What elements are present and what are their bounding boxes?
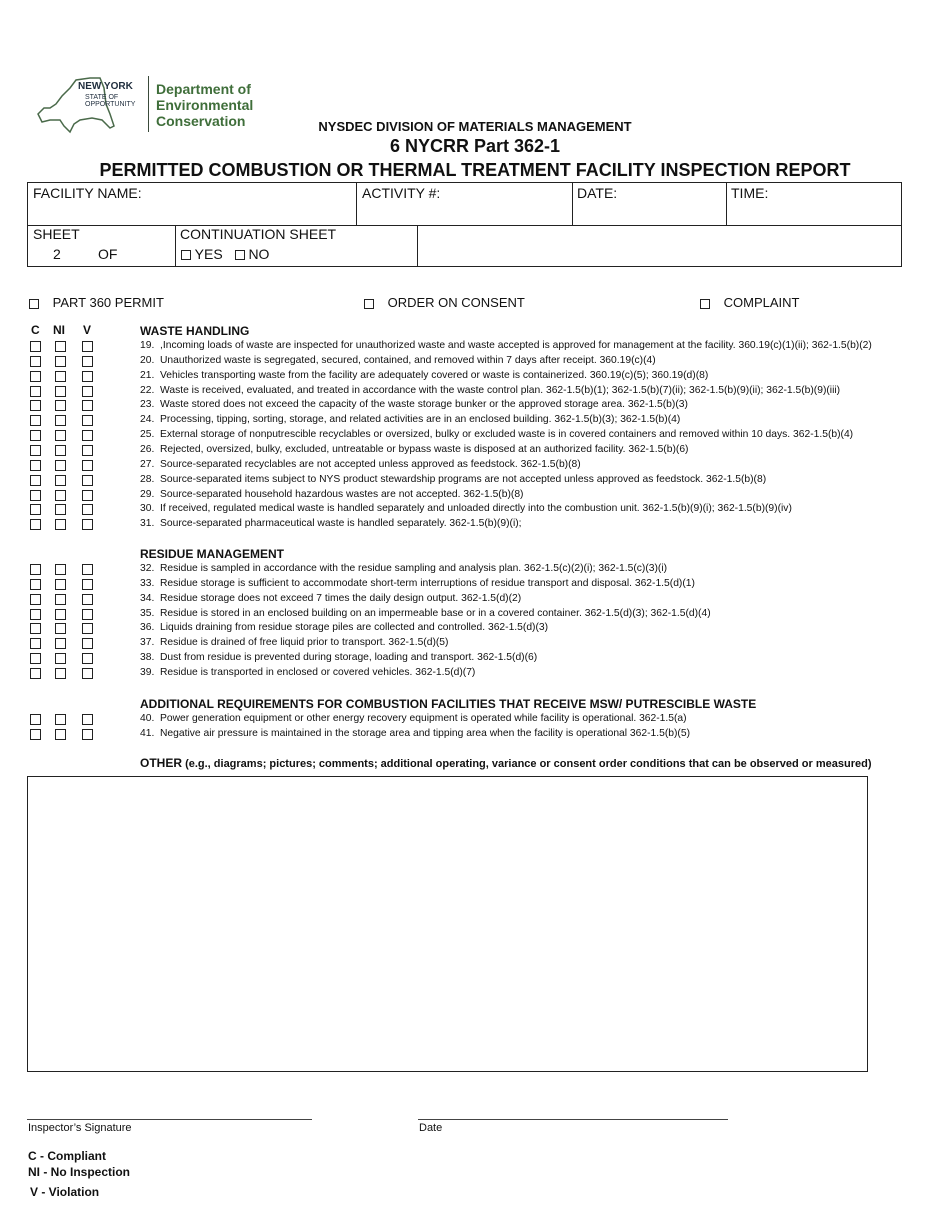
item-29-no-inspection-checkbox[interactable] — [55, 490, 66, 501]
legend-no-inspection: NI - No Inspection — [28, 1165, 130, 1179]
item-text: Source-separated recyclables are not accepted unless approved as feedstock. 362-1.5(b)(8) — [160, 459, 581, 470]
item-number: 23. — [140, 399, 155, 410]
checklist-item — [140, 385, 840, 396]
item-24-no-inspection-checkbox[interactable] — [55, 415, 66, 426]
item-text: External storage of nonputrescible recyclables or oversized, bulky or excluded waste is in covered containers and removed within 10 days. 362-1.5(b)(4) — [160, 429, 854, 440]
item-number: 39. — [140, 667, 155, 678]
checklist-item — [140, 370, 708, 381]
checklist-item — [140, 503, 792, 514]
checklist-item — [140, 489, 523, 500]
checklist-item — [140, 593, 521, 604]
item-33-no-inspection-checkbox[interactable] — [55, 579, 66, 590]
item-28-violation-checkbox[interactable] — [82, 475, 93, 486]
checklist-item — [140, 667, 475, 678]
logo-new-york: NEW YORK — [78, 81, 133, 92]
item-text: Waste stored does not exceed the capacity of the waste storage bunker or the approved storage area. 362-1.5(b)(3) — [160, 399, 688, 410]
checklist-item — [140, 459, 581, 470]
item-31-compliant-checkbox[interactable] — [30, 519, 41, 530]
item-number: 29. — [140, 489, 155, 500]
item-37-no-inspection-checkbox[interactable] — [55, 638, 66, 649]
inspector-signature-line[interactable] — [27, 1119, 312, 1120]
item-26-violation-checkbox[interactable] — [82, 445, 93, 456]
item-text: Residue storage does not exceed 7 times the daily design output. 362-1.5(d)(2) — [160, 593, 522, 604]
item-number: 40. — [140, 713, 155, 724]
item-41-compliant-checkbox[interactable] — [30, 729, 41, 740]
item-34-compliant-checkbox[interactable] — [30, 594, 41, 605]
item-number: 38. — [140, 652, 155, 663]
checklist-item — [140, 429, 853, 440]
sheet-label: SHEET — [33, 226, 80, 242]
logo-dept-line1: Department of — [156, 81, 251, 97]
facility-name-label: FACILITY NAME: — [33, 185, 142, 201]
item-27-violation-checkbox[interactable] — [82, 460, 93, 471]
item-35-compliant-checkbox[interactable] — [30, 609, 41, 620]
item-39-violation-checkbox[interactable] — [82, 668, 93, 679]
item-24-violation-checkbox[interactable] — [82, 415, 93, 426]
item-23-compliant-checkbox[interactable] — [30, 400, 41, 411]
part-title: 6 NYCRR Part 362-1 — [389, 136, 561, 156]
item-number: 41. — [140, 728, 155, 739]
sheet-of-label: OF — [98, 246, 118, 262]
item-number: 36. — [140, 622, 155, 633]
item-29-violation-checkbox[interactable] — [82, 490, 93, 501]
item-number: 37. — [140, 637, 155, 648]
activity-field[interactable] — [356, 182, 573, 226]
item-28-compliant-checkbox[interactable] — [30, 475, 41, 486]
item-text: If received, regulated medical waste is handled separately and unloaded directly into the combustion unit. 362-1.5(b)(9)(i); 362-1.5(b)(9)(iv) — [160, 503, 792, 514]
item-number: 32. — [140, 563, 155, 574]
item-34-violation-checkbox[interactable] — [82, 594, 93, 605]
logo-dept-line3: Conservation — [156, 113, 246, 129]
consent-checkbox[interactable] — [364, 299, 374, 309]
item-29-compliant-checkbox[interactable] — [30, 490, 41, 501]
item-text: ,Incoming loads of waste are inspected for unauthorized waste and waste accepted is approved for management at the facility. 360.19(c)(1)(ii); 362-1.5(b)(2) — [160, 340, 872, 351]
complaint-option[interactable] — [700, 295, 799, 310]
item-28-no-inspection-checkbox[interactable] — [55, 475, 66, 486]
checklist-item — [140, 652, 537, 663]
continuation-yes-checkbox[interactable] — [181, 250, 191, 260]
item-36-compliant-checkbox[interactable] — [30, 623, 41, 634]
item-40-no-inspection-checkbox[interactable] — [55, 714, 66, 725]
item-31-violation-checkbox[interactable] — [82, 519, 93, 530]
continuation-cell — [175, 225, 418, 267]
item-number: 31. — [140, 518, 155, 529]
other-heading — [140, 756, 872, 770]
other-notes-box[interactable] — [27, 776, 868, 1072]
item-33-violation-checkbox[interactable] — [82, 579, 93, 590]
item-35-no-inspection-checkbox[interactable] — [55, 609, 66, 620]
item-22-no-inspection-checkbox[interactable] — [55, 386, 66, 397]
item-number: 25. — [140, 429, 155, 440]
checklist-item — [140, 622, 548, 633]
checklist-item — [140, 340, 872, 351]
item-text: Dust from residue is prevented during storage, loading and transport. 362-1.5(d)(6) — [160, 652, 538, 663]
item-text: Liquids draining from residue storage piles are collected and controlled. 362-1.5(d)(3) — [160, 622, 549, 633]
item-21-violation-checkbox[interactable] — [82, 371, 93, 382]
permit-checkbox[interactable] — [29, 299, 39, 309]
item-25-compliant-checkbox[interactable] — [30, 430, 41, 441]
inspector-signature-label: Inspector’s Signature — [28, 1122, 132, 1134]
item-text: Source-separated pharmaceutical waste is handled separately. 362-1.5(b)(9)(i); — [160, 518, 522, 529]
item-19-no-inspection-checkbox[interactable] — [55, 341, 66, 352]
item-19-violation-checkbox[interactable] — [82, 341, 93, 352]
item-text: Residue is drained of free liquid prior to transport. 362-1.5(d)(5) — [160, 637, 449, 648]
item-41-no-inspection-checkbox[interactable] — [55, 729, 66, 740]
legend-compliant: C - Compliant — [28, 1149, 106, 1163]
item-text: Vehicles transporting waste from the facility are adequately covered or waste is containerized. 360.19(c)(5); 360.19(d)(8) — [160, 370, 709, 381]
checklist-item — [140, 728, 690, 739]
waste-handling-title: WASTE HANDLING — [140, 324, 250, 338]
item-30-compliant-checkbox[interactable] — [30, 504, 41, 515]
legend-violation: V - Violation — [30, 1185, 100, 1199]
checklist-item — [140, 563, 667, 574]
continuation-yes-label: YES — [194, 246, 223, 262]
item-20-violation-checkbox[interactable] — [82, 356, 93, 367]
logo-state-of: STATE OF — [85, 94, 119, 101]
item-text: Waste is received, evaluated, and treated in accordance with the waste control plan. 362-1.5(b)(1); 362-1.5(b)(7)(ii); 362-1.5(b)(9)(ii); 362-1.5(b)(9)(iii) — [160, 385, 841, 396]
item-39-no-inspection-checkbox[interactable] — [55, 668, 66, 679]
item-22-violation-checkbox[interactable] — [82, 386, 93, 397]
continuation-no-checkbox[interactable] — [235, 250, 245, 260]
item-30-violation-checkbox[interactable] — [82, 504, 93, 515]
item-number: 22. — [140, 385, 155, 396]
time-label: TIME: — [731, 185, 769, 201]
item-number: 27. — [140, 459, 155, 470]
item-text: Residue storage is sufficient to accommodate short-term interruptions of residue transport and disposal. 362-1.5(d)(1) — [160, 578, 695, 589]
item-36-no-inspection-checkbox[interactable] — [55, 623, 66, 634]
facility-name-field[interactable] — [27, 182, 357, 226]
item-22-compliant-checkbox[interactable] — [30, 386, 41, 397]
item-24-compliant-checkbox[interactable] — [30, 415, 41, 426]
permit-label: PART 360 PERMIT — [52, 295, 164, 310]
item-26-compliant-checkbox[interactable] — [30, 445, 41, 456]
item-20-compliant-checkbox[interactable] — [30, 356, 41, 367]
item-34-no-inspection-checkbox[interactable] — [55, 594, 66, 605]
item-30-no-inspection-checkbox[interactable] — [55, 504, 66, 515]
additional-requirements-title: ADDITIONAL REQUIREMENTS FOR COMBUSTION FACILITIES THAT RECEIVE MSW/ PUTRESCIBLE WASTE — [140, 697, 757, 711]
item-text: Negative air pressure is maintained in the storage area and tipping area when the facility is operational 362-1.5(b)(5) — [160, 728, 691, 739]
residue-management-title: RESIDUE MANAGEMENT — [140, 547, 285, 561]
other-description: (e.g., diagrams; pictures; comments; additional operating, variance or consent order conditions that can be observed or measured) — [185, 758, 872, 770]
item-33-compliant-checkbox[interactable] — [30, 579, 41, 590]
item-text: Processing, tipping, sorting, storage, and related activities are in an enclosed building. 362-1.5(b)(3); 362-1.5(b)(4) — [160, 414, 681, 425]
logo-opportunity-word: OPPORTUNITY — [85, 101, 136, 108]
sheet-cell — [27, 225, 176, 267]
checklist-item — [140, 414, 680, 425]
permit-option[interactable] — [29, 295, 164, 310]
item-number: 26. — [140, 444, 155, 455]
item-37-violation-checkbox[interactable] — [82, 638, 93, 649]
item-number: 24. — [140, 414, 155, 425]
column-v-header: V — [83, 323, 92, 337]
item-31-no-inspection-checkbox[interactable] — [55, 519, 66, 530]
item-23-no-inspection-checkbox[interactable] — [55, 400, 66, 411]
item-27-compliant-checkbox[interactable] — [30, 460, 41, 471]
item-text: Rejected, oversized, bulky, excluded, untreatable or bypass waste is disposed at an authorized facility. 362-1.5(b)(6) — [160, 444, 689, 455]
item-text: Residue is stored in an enclosed building on an impermeable base or in a covered container. 362-1.5(d)(3); 362-1.5(d)(4) — [160, 608, 711, 619]
item-text: Residue is sampled in accordance with the residue sampling and analysis plan. 362-1.5(c)(2)(i); 362-1.5(c)(3)(i) — [160, 563, 668, 574]
checklist-item — [140, 608, 711, 619]
complaint-checkbox[interactable] — [700, 299, 710, 309]
item-40-compliant-checkbox[interactable] — [30, 714, 41, 725]
item-19-compliant-checkbox[interactable] — [30, 341, 41, 352]
column-c-header: C — [31, 323, 40, 337]
item-25-no-inspection-checkbox[interactable] — [55, 430, 66, 441]
item-number: 35. — [140, 608, 155, 619]
checklist-item — [140, 713, 687, 724]
continuation-no-label: NO — [248, 246, 270, 262]
item-26-no-inspection-checkbox[interactable] — [55, 445, 66, 456]
date-signature-label: Date — [419, 1122, 443, 1134]
item-21-no-inspection-checkbox[interactable] — [55, 371, 66, 382]
item-number: 21. — [140, 370, 155, 381]
checklist-item — [140, 355, 656, 366]
date-label: DATE: — [577, 185, 618, 201]
item-number: 19. — [140, 340, 155, 351]
other-title: OTHER — [140, 756, 182, 770]
division-title: NYSDEC DIVISION OF MATERIALS MANAGEMENT — [318, 119, 632, 134]
item-39-compliant-checkbox[interactable] — [30, 668, 41, 679]
item-20-no-inspection-checkbox[interactable] — [55, 356, 66, 367]
item-38-no-inspection-checkbox[interactable] — [55, 653, 66, 664]
consent-label: ORDER ON CONSENT — [387, 295, 525, 310]
item-number: 34. — [140, 593, 155, 604]
item-38-compliant-checkbox[interactable] — [30, 653, 41, 664]
item-27-no-inspection-checkbox[interactable] — [55, 460, 66, 471]
item-37-compliant-checkbox[interactable] — [30, 638, 41, 649]
item-32-no-inspection-checkbox[interactable] — [55, 564, 66, 575]
checklist-item — [140, 518, 522, 529]
date-field[interactable] — [572, 182, 727, 226]
sheet-number: 2 — [53, 246, 61, 262]
item-36-violation-checkbox[interactable] — [82, 623, 93, 634]
item-21-compliant-checkbox[interactable] — [30, 371, 41, 382]
item-32-violation-checkbox[interactable] — [82, 564, 93, 575]
complaint-label: COMPLAINT — [723, 295, 800, 310]
activity-label: ACTIVITY #: — [362, 185, 441, 201]
checklist-item — [140, 578, 695, 589]
report-title: PERMITTED COMBUSTION OR THERMAL TREATMENT FACILITY INSPECTION REPORT — [99, 160, 851, 180]
item-number: 33. — [140, 578, 155, 589]
item-23-violation-checkbox[interactable] — [82, 400, 93, 411]
item-text: Source-separated items subject to NYS product stewardship programs are not accepted unless approved as feedstock. 362-1.5(b)(8) — [160, 474, 767, 485]
item-text: Source-separated household hazardous wastes are not accepted. 362-1.5(b)(8) — [160, 489, 524, 500]
item-number: 30. — [140, 503, 155, 514]
item-text: Power generation equipment or other energy recovery equipment is operated while facility is operational. 362-1.5(a) — [160, 713, 687, 724]
item-text: Unauthorized waste is segregated, secured, contained, and removed within 7 days after receipt. 360.19(c)(4) — [160, 355, 656, 366]
item-40-violation-checkbox[interactable] — [82, 714, 93, 725]
checklist-item — [140, 399, 688, 410]
item-text: Residue is transported in enclosed or covered vehicles. 362-1.5(d)(7) — [160, 667, 476, 678]
item-number: 28. — [140, 474, 155, 485]
checklist-item — [140, 474, 766, 485]
continuation-label: CONTINUATION SHEET — [180, 226, 337, 242]
time-field[interactable] — [726, 182, 902, 226]
consent-option[interactable] — [364, 295, 525, 310]
item-number: 20. — [140, 355, 155, 366]
logo-opportunity — [85, 94, 135, 108]
item-41-violation-checkbox[interactable] — [82, 729, 93, 740]
checklist-item — [140, 637, 448, 648]
date-signature-line[interactable] — [418, 1119, 728, 1120]
column-ni-header: NI — [53, 323, 65, 337]
logo-dept-line2: Environmental — [156, 97, 254, 113]
item-32-compliant-checkbox[interactable] — [30, 564, 41, 575]
item-35-violation-checkbox[interactable] — [82, 609, 93, 620]
blank-info-cell[interactable] — [417, 225, 902, 267]
checklist-item — [140, 444, 688, 455]
item-25-violation-checkbox[interactable] — [82, 430, 93, 441]
item-38-violation-checkbox[interactable] — [82, 653, 93, 664]
